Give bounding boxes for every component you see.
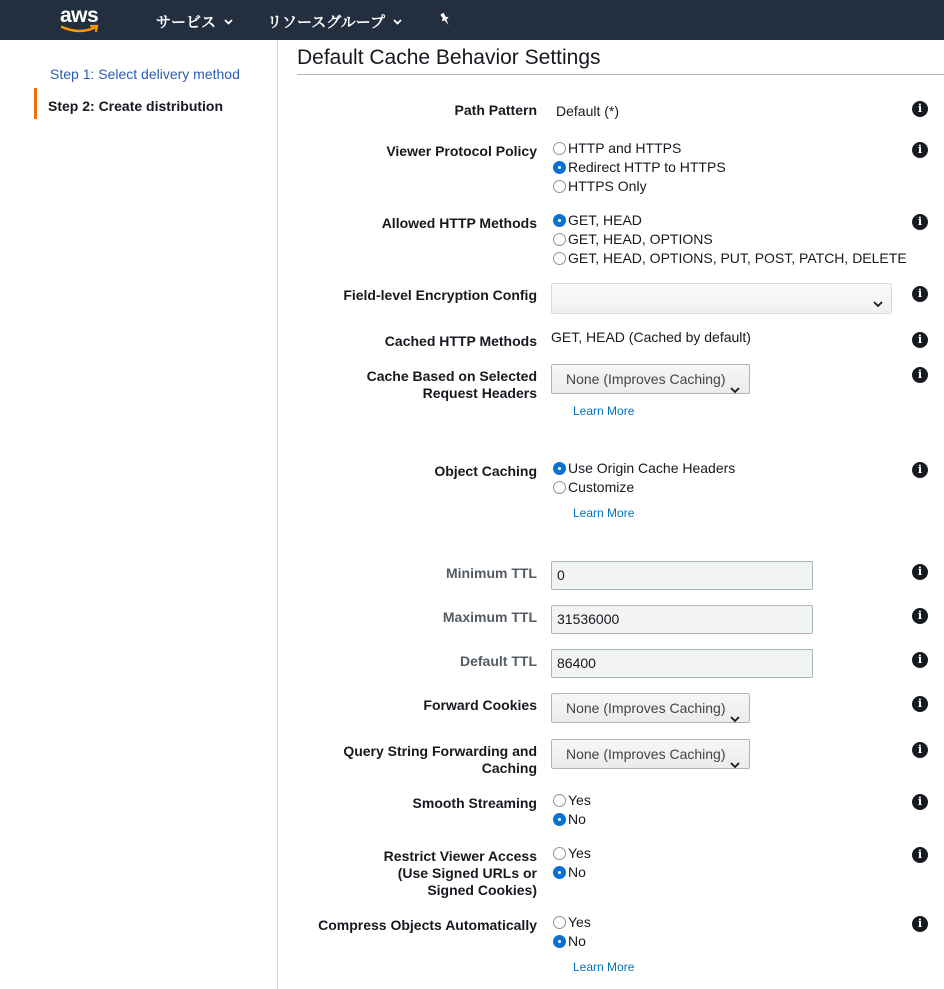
radio-https-only[interactable] [553, 177, 647, 195]
radio-smooth-streaming-no[interactable] [553, 810, 586, 828]
radio-label: No [568, 811, 586, 827]
info-icon[interactable]: i [912, 847, 928, 863]
radio-label: Yes [568, 792, 591, 808]
resource-groups-menu[interactable] [267, 11, 402, 32]
info-icon[interactable]: i [912, 142, 928, 158]
learn-more-link[interactable]: Learn More [573, 960, 635, 974]
radio-button[interactable] [553, 916, 566, 929]
chevron-down-icon [224, 11, 233, 29]
restrict-viewer-access-label: Restrict Viewer Access (Use Signed URLs or Signed Cookies) [383, 848, 537, 898]
radio-label: HTTPS Only [568, 178, 647, 194]
cache-based-headers-label: Cache Based on Selected Request Headers [366, 368, 537, 401]
resource-groups-menu-label: リソースグループ [267, 13, 386, 31]
chevron-down-icon [393, 11, 402, 29]
radio-button[interactable] [553, 481, 566, 494]
info-icon[interactable]: i [912, 916, 928, 932]
active-step-indicator [34, 88, 37, 119]
default-ttl-label: Default TTL [460, 653, 537, 669]
path-pattern-value: Default (*) [556, 103, 620, 119]
chevron-down-icon [730, 750, 740, 778]
radio-label: No [568, 933, 586, 949]
maximum-ttl-input[interactable]: 31536000 [551, 605, 813, 634]
radio-button[interactable] [553, 847, 566, 860]
cached-http-methods-label: Cached HTTP Methods [384, 333, 537, 349]
radio-compress-yes[interactable] [553, 913, 591, 931]
radio-button-selected[interactable] [553, 214, 566, 227]
services-menu-label: サービス [156, 13, 217, 31]
minimum-ttl-label: Minimum TTL [446, 565, 537, 581]
query-string-forwarding-dropdown[interactable] [551, 739, 750, 769]
maximum-ttl-label: Maximum TTL [442, 609, 537, 625]
chevron-down-icon [730, 704, 740, 732]
allowed-http-methods-label: Allowed HTTP Methods [381, 215, 537, 231]
radio-restrict-viewer-no[interactable] [553, 863, 586, 881]
radio-button-selected[interactable] [553, 161, 566, 174]
wizard-steps-sidebar [0, 40, 278, 989]
dropdown-value: None (Improves Caching) [566, 700, 726, 716]
radio-label: GET, HEAD, OPTIONS [568, 231, 713, 247]
radio-button[interactable] [553, 233, 566, 246]
info-icon[interactable]: i [912, 367, 928, 383]
radio-button[interactable] [553, 180, 566, 193]
field-level-encryption-select[interactable] [551, 283, 892, 314]
learn-more-link[interactable]: Learn More [573, 404, 635, 418]
chevron-down-icon [873, 295, 883, 311]
dropdown-value: None (Improves Caching) [566, 746, 726, 762]
top-navigation-bar [0, 0, 944, 40]
radio-button[interactable] [553, 142, 566, 155]
services-menu[interactable] [156, 11, 233, 32]
radio-smooth-streaming-yes[interactable] [553, 791, 591, 809]
forward-cookies-label: Forward Cookies [423, 697, 537, 713]
dropdown-value: None (Improves Caching) [566, 371, 726, 387]
radio-button-selected[interactable] [553, 462, 566, 475]
minimum-ttl-input[interactable]: 0 [551, 561, 813, 590]
info-icon[interactable]: i [912, 332, 928, 348]
cached-http-methods-value: GET, HEAD (Cached by default) [551, 329, 751, 345]
object-caching-label: Object Caching [434, 463, 537, 479]
radio-button-selected[interactable] [553, 935, 566, 948]
radio-label: Use Origin Cache Headers [568, 460, 736, 476]
info-icon[interactable]: i [912, 564, 928, 580]
info-icon[interactable]: i [912, 742, 928, 758]
radio-customize[interactable] [553, 478, 634, 496]
cache-based-headers-dropdown[interactable] [551, 364, 750, 394]
info-icon[interactable]: i [912, 101, 928, 117]
step-1-link[interactable]: Step 1: Select delivery method [50, 66, 240, 82]
radio-restrict-viewer-yes[interactable] [553, 844, 591, 862]
radio-redirect-http-to-https[interactable] [553, 158, 726, 176]
radio-compress-no[interactable] [553, 932, 586, 950]
radio-http-and-https[interactable] [553, 139, 681, 157]
chevron-down-icon [730, 375, 740, 403]
pin-icon[interactable] [438, 12, 452, 30]
aws-logo-text: aws [60, 4, 99, 27]
radio-label: GET, HEAD [568, 212, 642, 228]
path-pattern-label: Path Pattern [454, 102, 537, 118]
radio-use-origin-cache-headers[interactable] [553, 459, 735, 477]
learn-more-link[interactable]: Learn More [573, 506, 635, 520]
radio-label: Yes [568, 914, 591, 930]
query-string-forwarding-label: Query String Forwarding and Caching [343, 743, 537, 776]
radio-label: GET, HEAD, OPTIONS, PUT, POST, PATCH, DELETE [568, 250, 907, 266]
smooth-streaming-label: Smooth Streaming [412, 795, 537, 811]
radio-label: Customize [568, 479, 635, 495]
info-icon[interactable]: i [912, 652, 928, 668]
aws-logo[interactable] [58, 4, 106, 36]
radio-button-selected[interactable] [553, 813, 566, 826]
section-title: Default Cache Behavior Settings [297, 46, 601, 69]
info-icon[interactable]: i [912, 462, 928, 478]
radio-label: Redirect HTTP to HTTPS [568, 159, 726, 175]
info-icon[interactable]: i [912, 214, 928, 230]
radio-get-head[interactable] [553, 211, 642, 229]
radio-button[interactable] [553, 252, 566, 265]
step-2-current: Step 2: Create distribution [48, 98, 224, 114]
radio-button-selected[interactable] [553, 866, 566, 879]
forward-cookies-dropdown[interactable] [551, 693, 750, 723]
info-icon[interactable]: i [912, 286, 928, 302]
compress-objects-label: Compress Objects Automatically [318, 917, 537, 933]
info-icon[interactable]: i [912, 794, 928, 810]
section-divider [297, 74, 944, 75]
viewer-protocol-policy-label: Viewer Protocol Policy [386, 143, 537, 159]
radio-get-head-options[interactable] [553, 230, 713, 248]
radio-label: Yes [568, 845, 591, 861]
field-level-encryption-label: Field-level Encryption Config [343, 287, 537, 303]
aws-smile-icon [60, 24, 102, 34]
info-icon[interactable]: i [912, 696, 928, 712]
default-ttl-input[interactable]: 86400 [551, 649, 813, 678]
radio-label: No [568, 864, 586, 880]
radio-label: HTTP and HTTPS [568, 140, 682, 156]
info-icon[interactable]: i [912, 608, 928, 624]
radio-button[interactable] [553, 794, 566, 807]
radio-all-methods[interactable] [553, 249, 907, 267]
